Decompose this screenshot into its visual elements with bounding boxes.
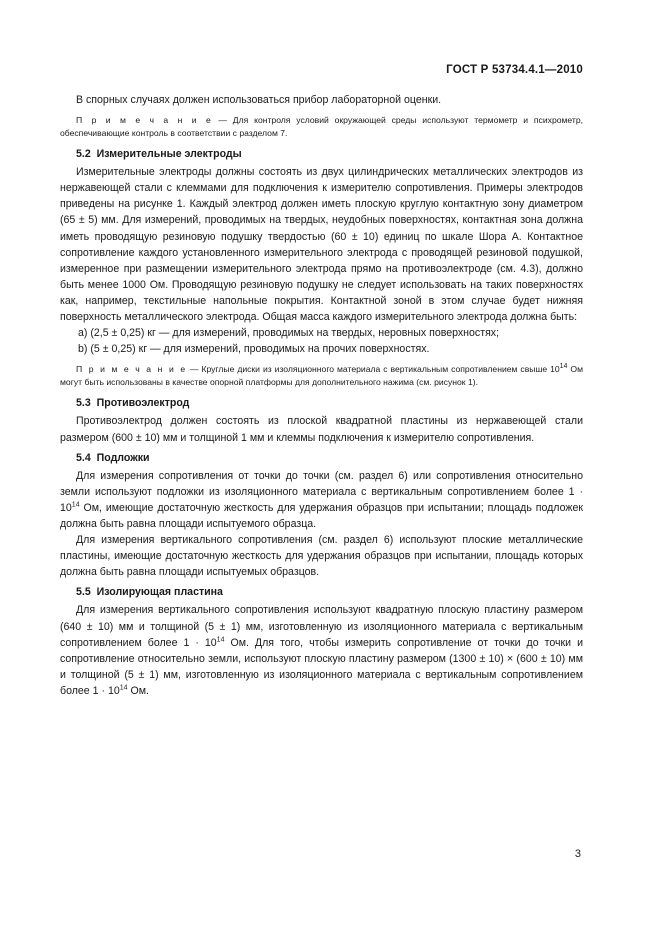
- text-part: Для измерения сопротивления от точки до точки (см. раздел 6) или сопротивления относительно земли используют подложки из изоляционного материала с вертикальным сопротивлением более 1 · 10: [60, 469, 583, 514]
- section-5-5-paragraph: [60, 602, 583, 699]
- list-item-a: a) (2,5 ± 0,25) кг — для измерений, проводимых на твердых, неровных поверхностях;: [78, 327, 500, 340]
- note-2-sup: 14: [559, 363, 568, 371]
- note-2: [60, 363, 583, 389]
- document-id-header: ГОСТ Р 53734.4.1—2010: [446, 64, 583, 76]
- section-number: 5.4: [76, 451, 91, 464]
- superscript: 14: [71, 501, 80, 509]
- superscript: 14: [216, 636, 225, 644]
- note-1-label: П р и м е ч а н и е: [76, 115, 213, 126]
- section-number: 5.5: [76, 586, 91, 599]
- section-5-3-paragraph: Противоэлектрод должен состоять из плоской квадратной пластины из нержавеющей стали размером (600 ± 10) мм и толщиной 1 мм и клеммы подключения к измерителю сопротивления.: [60, 415, 583, 444]
- text-part: Для измерения вертикального сопротивления используют квадратную плоскую пластину размером (640 ± 10) мм и толщиной (5 ± 1) мм, изготовленную из изоляционного материала с вертикальным сопротивлением более 1 · 10: [60, 604, 583, 649]
- page-content: [60, 92, 583, 699]
- intro-paragraph: В спорных случаях должен использоваться прибор лабораторной оценки.: [76, 94, 442, 106]
- section-5-2-heading: [60, 146, 583, 162]
- text-part: Ом.: [127, 684, 149, 697]
- text-part: Ом, имеющие достаточную жесткость для удержания образцов при испытании; площадь подложек должна быть равна площади испытуемого образца.: [60, 501, 583, 530]
- section-5-4-paragraph-2: Для измерения вертикального сопротивления (см. раздел 6) используют плоские металлические пластины, имеющие достаточную жесткость для удержания образцов при испытании, площадь которых должна быть равна площади испытуемых образцов.: [60, 534, 583, 579]
- section-title: Подложки: [96, 451, 150, 464]
- section-title: Противоэлектрод: [96, 397, 190, 410]
- text-part: Ом. Для того, чтобы измерить сопротивление от точки до точки и сопротивление относительно земли, используют плоскую пластину размером (1300 ± 10) × (600 ± 10) мм и толщиной (5 ± 1) мм, изготовленную из изоляционного материала с вертикальным сопротивлением более 1 · 10: [60, 636, 583, 697]
- section-5-4-heading: [60, 450, 583, 466]
- section-title: Изолирующая пластина: [96, 586, 223, 599]
- section-5-3-heading: [60, 395, 583, 411]
- page-number: 3: [574, 848, 581, 860]
- note-1: [60, 114, 583, 140]
- section-number: 5.3: [76, 397, 91, 410]
- superscript: 14: [119, 684, 128, 692]
- section-5-4-paragraph-1: [60, 468, 583, 532]
- list-item-b: b) (5 ± 0,25) кг — для измерений, проводимых на прочих поверхностях.: [78, 343, 430, 356]
- note-2-label: П р и м е ч а н и е: [76, 364, 187, 375]
- section-number: 5.2: [76, 148, 91, 161]
- section-title: Измерительные электроды: [96, 148, 242, 161]
- note-2-text-1: — Круглые диски из изоляционного материала с вертикальным сопротивлением свыше 10: [186, 364, 560, 375]
- section-5-2-paragraph: Измерительные электроды должны состоять из двух цилиндрических металлических электродов из нержавеющей стали с клеммами для подключения к измерителю сопротивления. Примеры электродов приведены на рисунке 1. Каждый электрод должен иметь плоскую круглую контактную зону диаметром (65 ± 5) мм. Для измерений, проводимых на твердых, неудобных поверхностях, контактная зона должна иметь проводящую резиновую подушку твердостью (60 ± 10) единиц по шкале Шора А. Контактное сопротивление каждого установленного измерительного электрода с проводящей резиновой подушкой, измеренное при размещении измерительного электрода прямо на противоэлектроде (см. 4.3), должно быть менее 1000 Ом. Проводящую резиновую подушку не следует использовать на таких поверхностях как, например, текстильные напольные покрытия. Контактной зоной в этом случае будет нижняя поверхность металлического электрода. Общая масса каждого измерительного электрода должна быть:: [60, 166, 583, 324]
- section-5-5-heading: [60, 584, 583, 600]
- note-2-text-2: Ом могут быть использованы в качестве опорной платформы для дополнительного нажима (см. рисунок 1).: [60, 364, 583, 388]
- note-1-text: — Для контроля условий окружающей среды используют термометр и психрометр, обеспечивающие контроль в соответствии с разделом 7.: [60, 115, 584, 139]
